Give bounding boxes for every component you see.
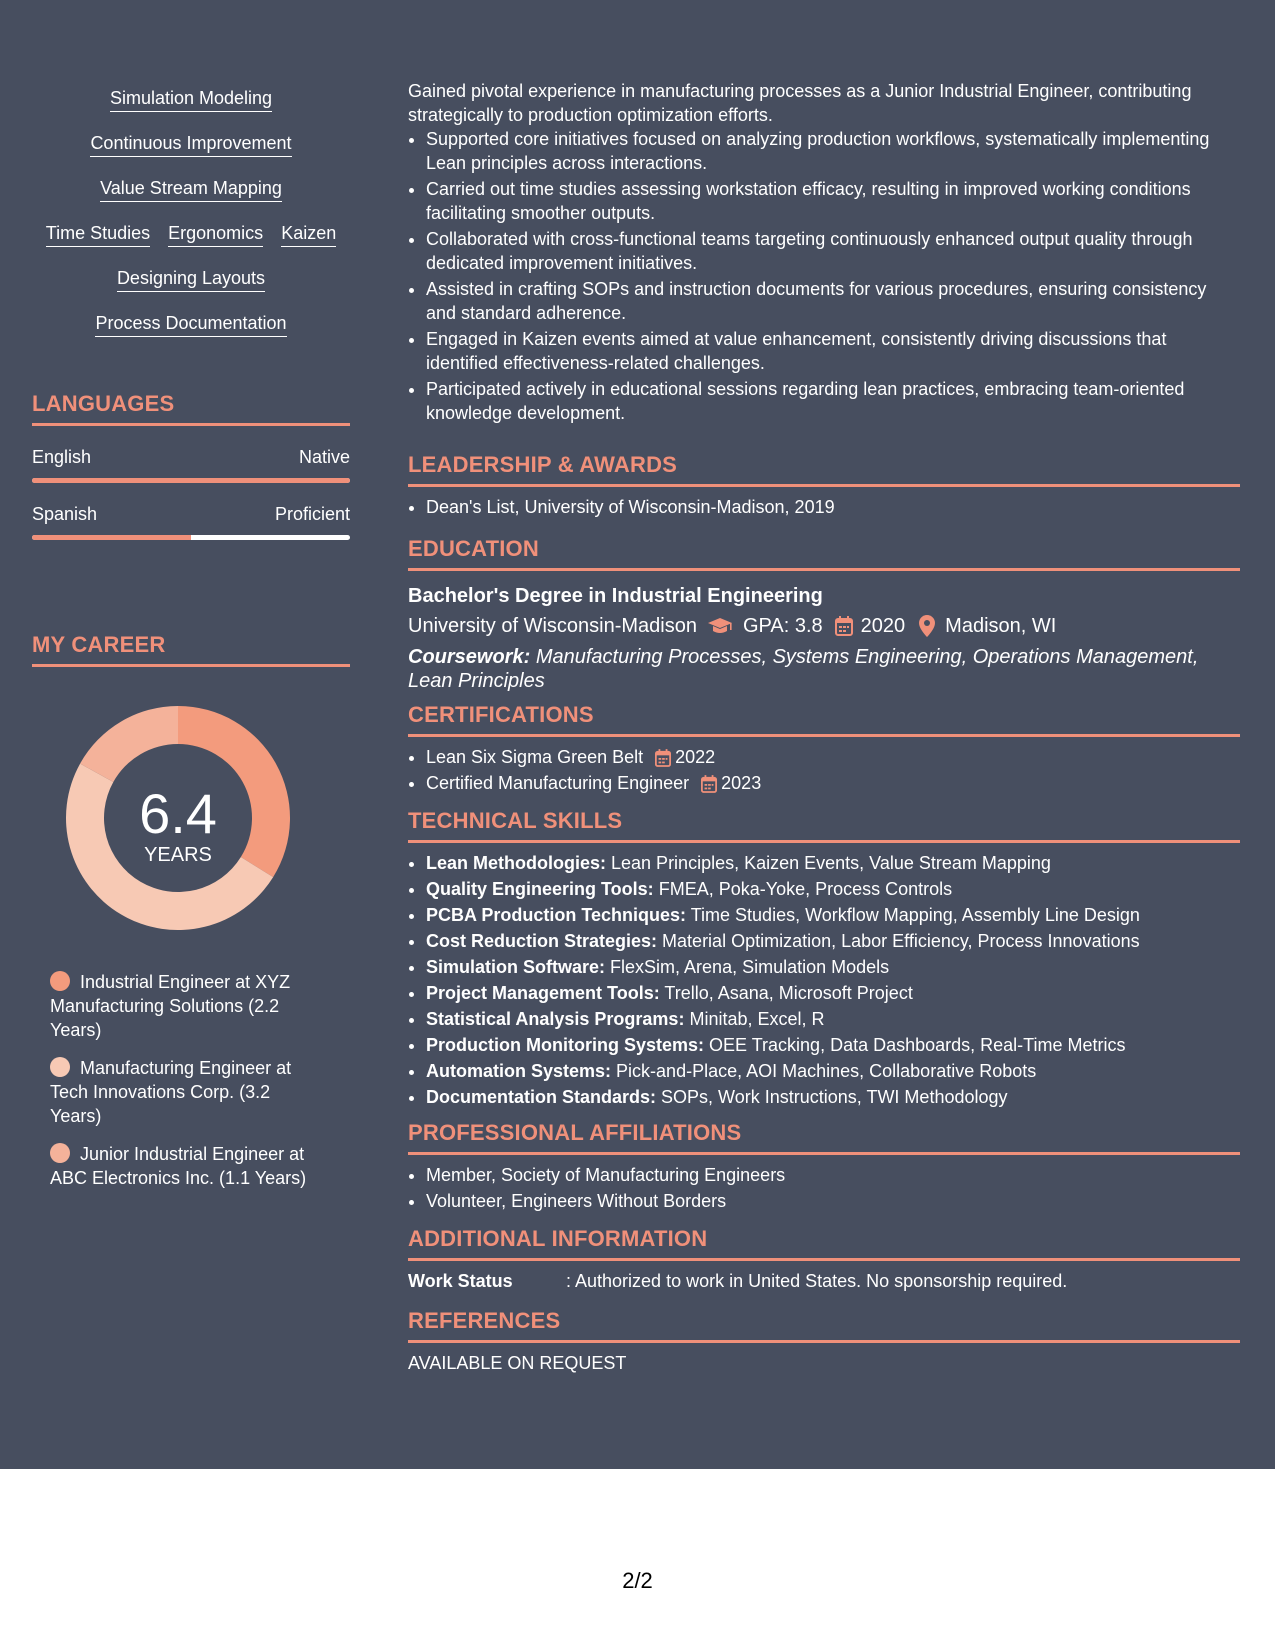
education-location: Madison, WI	[945, 615, 1057, 637]
technical-skill-item	[426, 981, 1240, 1005]
experience-bullet: • Supported core initiatives focused on analyzing production workflows, systematically implementing Lean principles across interactions.	[426, 127, 1240, 175]
technical-skill-value: Time Studies, Workflow Mapping, Assembly Line Design	[690, 905, 1140, 925]
skill-tag-row	[32, 215, 350, 260]
skill-tag: Continuous Improvement	[90, 125, 291, 157]
technical-skill-value: OEE Tracking, Data Dashboards, Real-Time Metrics	[709, 1035, 1126, 1055]
legend-swatch	[50, 1057, 70, 1077]
career-title: MY CAREER	[32, 632, 350, 667]
technical-skill-label: Documentation Standards:	[426, 1087, 657, 1107]
certification-name: Certified Manufacturing Engineer	[426, 773, 690, 793]
language-name: English	[32, 447, 92, 467]
certifications-title: CERTIFICATIONS	[408, 702, 1240, 737]
award-item: • Dean's List, University of Wisconsin-Madison, 2019	[426, 495, 1240, 519]
skill-tag: Process Documentation	[95, 305, 286, 337]
technical-skill-item	[426, 1059, 1240, 1083]
additional-info-title: ADDITIONAL INFORMATION	[408, 1226, 1240, 1261]
skill-tag-row	[32, 305, 350, 350]
language-row	[32, 503, 350, 525]
career-legend-label: Manufacturing Engineer at Tech Innovations Corp. (3.2 Years)	[50, 1058, 292, 1126]
career-legend-item	[50, 1142, 320, 1190]
technical-skill-label: Statistical Analysis Programs:	[426, 1009, 685, 1029]
coursework-label: Coursework:	[408, 646, 531, 668]
certifications-list	[408, 745, 1240, 795]
experience-intro: Gained pivotal experience in manufacturing processes as a Junior Industrial Engineer, contributing strategically to production optimization efforts.	[408, 81, 1192, 125]
technical-skill-label: Quality Engineering Tools:	[426, 879, 654, 899]
work-status-label: Work Status	[408, 1271, 513, 1291]
certifications-section	[408, 702, 1240, 797]
language-bar	[32, 535, 350, 540]
career-total-unit: YEARS	[144, 844, 212, 866]
skill-tag-row	[32, 260, 350, 305]
career-legend	[50, 970, 320, 1204]
references-title: REFERENCES	[408, 1308, 1240, 1343]
affiliations-title: PROFESSIONAL AFFILIATIONS	[408, 1120, 1240, 1155]
technical-skill-value: Minitab, Excel, R	[689, 1009, 825, 1029]
language-level: Native	[298, 447, 350, 467]
leadership-section	[408, 452, 1240, 521]
technical-skill-label: PCBA Production Techniques:	[426, 905, 687, 925]
education-section	[408, 536, 1240, 693]
technical-skill-value: Trello, Asana, Microsoft Project	[664, 983, 913, 1003]
career-legend-item	[50, 1056, 320, 1128]
technical-skill-item	[426, 929, 1240, 953]
language-name: Spanish	[32, 504, 98, 524]
skill-tags	[32, 80, 350, 350]
technical-skill-item	[426, 851, 1240, 875]
career-legend-item	[50, 970, 320, 1042]
technical-skill-item	[426, 903, 1240, 927]
certification-item	[426, 745, 1240, 769]
references-text: AVAILABLE ON REQUEST	[408, 1353, 627, 1373]
skill-tag: Value Stream Mapping	[100, 170, 282, 202]
calendar-icon	[835, 616, 853, 636]
career-section	[32, 632, 350, 667]
technical-skill-label: Project Management Tools:	[426, 983, 660, 1003]
technical-skill-item	[426, 955, 1240, 979]
technical-skill-label: Automation Systems:	[426, 1061, 612, 1081]
coursework-list: Manufacturing Processes, Systems Engineering, Operations Management, Lean Principles	[408, 646, 1199, 692]
technical-skill-label: Production Monitoring Systems:	[426, 1035, 705, 1055]
affiliation-item: • Volunteer, Engineers Without Borders	[426, 1189, 1240, 1213]
technical-skill-value: FMEA, Poka-Yoke, Process Controls	[658, 879, 953, 899]
experience-bullet: • Engaged in Kaizen events aimed at value enhancement, consistently driving discussions that identified effectiveness-related challenges.	[426, 327, 1240, 375]
leadership-title: LEADERSHIP & AWARDS	[408, 452, 1240, 487]
leadership-list	[408, 495, 1240, 519]
work-status	[408, 1269, 1240, 1293]
references-section	[408, 1308, 1240, 1375]
page-number: 2/2	[622, 1568, 653, 1593]
languages-title: LANGUAGES	[32, 391, 350, 426]
additional-info-section	[408, 1226, 1240, 1293]
gpa-value: GPA: 3.8	[742, 615, 823, 637]
education-title: EDUCATION	[408, 536, 1240, 571]
certification-name: Lean Six Sigma Green Belt	[426, 747, 644, 767]
language-bar-fill	[32, 478, 350, 483]
skill-tag-row	[32, 80, 350, 125]
skill-tag-row	[32, 125, 350, 170]
legend-swatch	[50, 971, 70, 991]
calendar-icon	[701, 773, 717, 793]
skill-tag: Simulation Modeling	[110, 80, 272, 112]
technical-skill-item	[426, 877, 1240, 901]
technical-skill-value: SOPs, Work Instructions, TWI Methodology	[661, 1087, 1008, 1107]
career-legend-label: Junior Industrial Engineer at ABC Electronics Inc. (1.1 Years)	[50, 1144, 307, 1188]
skill-tag: Kaizen	[281, 215, 336, 247]
technical-skills-section	[408, 808, 1240, 1111]
experience-section	[408, 79, 1240, 427]
certification-year: 2022	[675, 747, 716, 767]
technical-skill-value: Lean Principles, Kaizen Events, Value Stream Mapping	[611, 853, 1051, 873]
experience-bullet: • Carried out time studies assessing workstation efficacy, resulting in improved working conditions facilitating smoother outputs.	[426, 177, 1240, 225]
technical-skill-label: Cost Reduction Strategies:	[426, 931, 658, 951]
skill-tag: Designing Layouts	[117, 260, 265, 292]
location-pin-icon	[919, 615, 935, 637]
career-total-years: 6.4	[139, 782, 217, 845]
experience-bullet: • Collaborated with cross-functional teams targeting continuously enhanced output quality through dedicated improvement initiatives.	[426, 227, 1240, 275]
technical-skill-item	[426, 1007, 1240, 1031]
language-bar	[32, 478, 350, 483]
languages-section	[32, 391, 350, 540]
technical-skill-value: Material Optimization, Labor Efficiency, Process Innovations	[662, 931, 1140, 951]
technical-skill-value: Pick-and-Place, AOI Machines, Collaborative Robots	[616, 1061, 1037, 1081]
experience-bullet: • Assisted in crafting SOPs and instruction documents for various procedures, ensuring consistency and standard adherence.	[426, 277, 1240, 325]
certification-year: 2023	[721, 773, 762, 793]
certification-item	[426, 771, 1240, 795]
affiliations-list	[408, 1163, 1240, 1213]
language-row	[32, 446, 350, 468]
affiliations-section	[408, 1120, 1240, 1215]
technical-skill-item	[426, 1033, 1240, 1057]
experience-bullets	[408, 127, 1240, 425]
language-bar-fill	[32, 535, 191, 540]
technical-skill-item	[426, 1085, 1240, 1109]
language-level: Proficient	[274, 504, 350, 524]
career-legend-label: Industrial Engineer at XYZ Manufacturing Solutions (2.2 Years)	[50, 972, 291, 1040]
skill-tag: Time Studies	[46, 215, 150, 247]
education-meta	[408, 613, 1240, 639]
affiliation-item: • Member, Society of Manufacturing Engineers	[426, 1163, 1240, 1187]
skill-tag: Ergonomics	[168, 215, 263, 247]
skill-tag-row	[32, 170, 350, 215]
calendar-icon	[655, 747, 671, 767]
school-name: University of Wisconsin-Madison	[408, 615, 697, 637]
technical-skills-title: TECHNICAL SKILLS	[408, 808, 1240, 843]
career-donut-chart	[66, 706, 290, 930]
experience-bullet: • Participated actively in educational sessions regarding lean practices, embracing team-oriented knowledge development.	[426, 377, 1240, 425]
coursework	[408, 645, 1240, 693]
graduation-year: 2020	[860, 615, 906, 637]
technical-skill-label: Simulation Software:	[426, 957, 606, 977]
technical-skill-label: Lean Methodologies:	[426, 853, 606, 873]
graduation-cap-icon	[707, 616, 733, 636]
legend-swatch	[50, 1143, 70, 1163]
degree-title: Bachelor's Degree in Industrial Engineering	[408, 585, 823, 607]
technical-skill-value: FlexSim, Arena, Simulation Models	[610, 957, 890, 977]
work-status-value: : Authorized to work in United States. No sponsorship required.	[566, 1271, 1068, 1291]
technical-skills-list	[408, 851, 1240, 1109]
